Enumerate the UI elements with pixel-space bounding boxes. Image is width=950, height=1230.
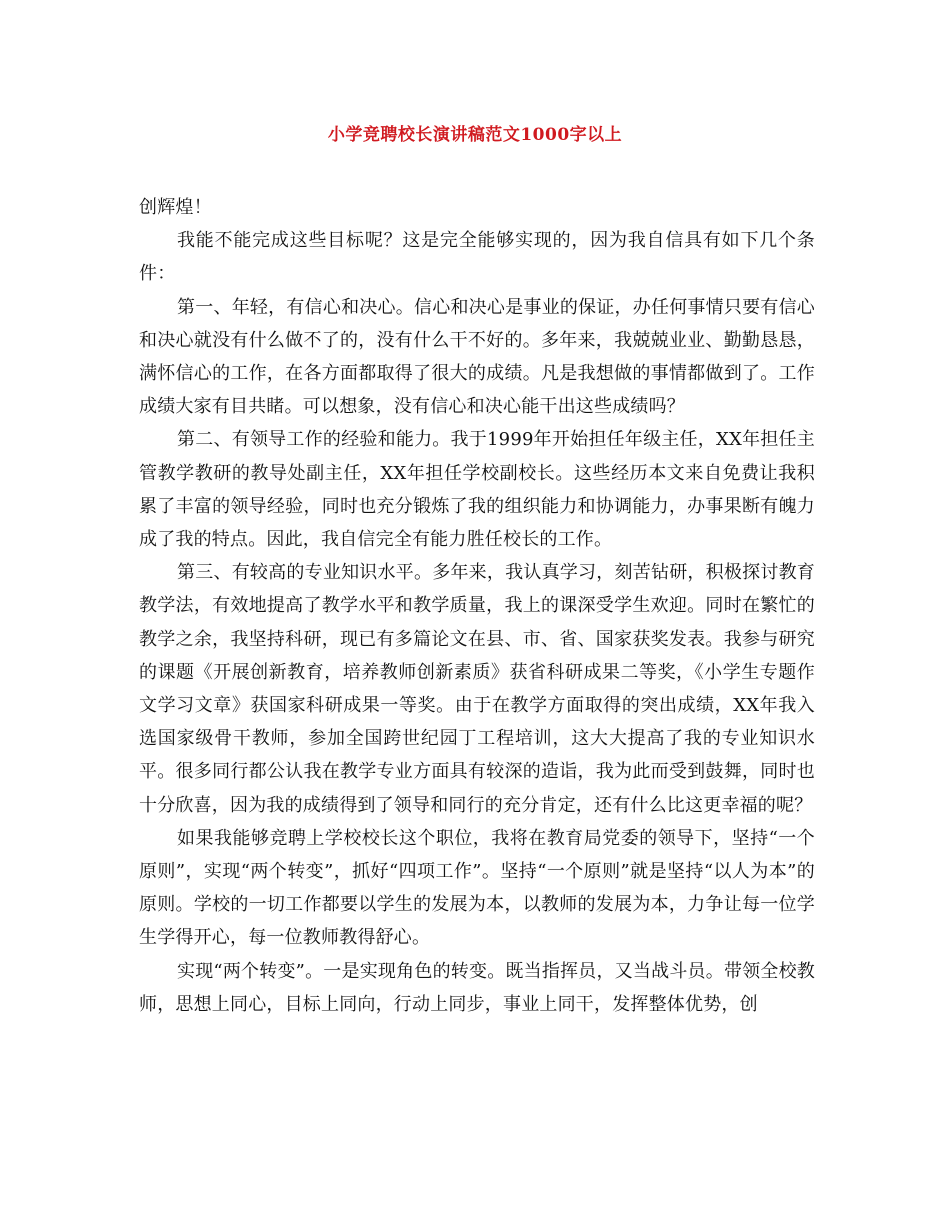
paragraph-third-condition: 第三、有较高的专业知识水平。多年来，我认真学习，刻苦钻研，积极探讨教育教学法，有效地提高了教学水平和教学质量，我上的课深受学生欢迎。同时在繁忙的教学之余，我坚持科研，现已有多篇论文在县、市、省、国家获奖发表。我参与研究的课题《开展创新教育，培养教师创新素质》获省科研成果二等奖，《小学生专题作文学习文章》获国家科研成果一等奖。由于在教学方面取得的突出成绩，XX年我入选国家级骨干教师，参加全国跨世纪园丁工程培训，这大大提高了我的专业知识水平。很多同行都公认我在教学专业方面具有较深的造诣，我为此而受到鼓舞，同时也十分欣喜，因为我的成绩得到了领导和同行的充分肯定，还有什么比这更幸福的呢？ xyxy=(139,562,815,816)
paragraph-two-transformations: 实现“两个转变”。一是实现角色的转变。既当指挥员，又当战斗员。带领全校教师，思想上同心，目标上同向，行动上同步，事业上同干，发挥整体优势，创 xyxy=(139,960,815,1015)
paragraph-principle: 如果我能够竞聘上学校校长这个职位，我将在教育局党委的领导下，坚持“一个原则”，实现“两个转变”，抓好“四项工作”。坚持“一个原则”就是坚持“以人为本”的原则。学校的一切工作都要以学生的发展为本，以教师的发展为本，力争让每一位学生学得开心，每一位教师教得舒心。 xyxy=(139,827,815,949)
paragraph-first-condition: 第一、年轻，有信心和决心。信心和决心是事业的保证，办任何事情只要有信心和决心就没有什么做不了的，没有什么干不好的。多年来，我兢兢业业、勤勤恳恳，满怀信心的工作，在各方面都取得了很大的成绩。凡是我想做的事情都做到了。工作成绩大家有目共睹。可以想象，没有信心和决心能干出这些成绩吗？ xyxy=(139,296,815,418)
document-body xyxy=(139,191,815,1021)
paragraph-continuation: 创辉煌！ xyxy=(139,197,212,218)
paragraph-conditions-intro: 我能不能完成这些目标呢？这是完全能够实现的，因为我自信具有如下几个条件： xyxy=(139,230,815,285)
paragraph-second-condition: 第二、有领导工作的经验和能力。我于1999年开始担任年级主任，XX年担任主管教学教研的教导处副主任，XX年担任学校副校长。这些经历本文来自免费让我积累了丰富的领导经验，同时也充分锻炼了我的组织能力和协调能力，办事果断有魄力成了我的特点。因此，我自信完全有能力胜任校长的工作。 xyxy=(139,429,815,551)
document-title: 小学竞聘校长演讲稿范文1000字以上 xyxy=(327,125,623,145)
